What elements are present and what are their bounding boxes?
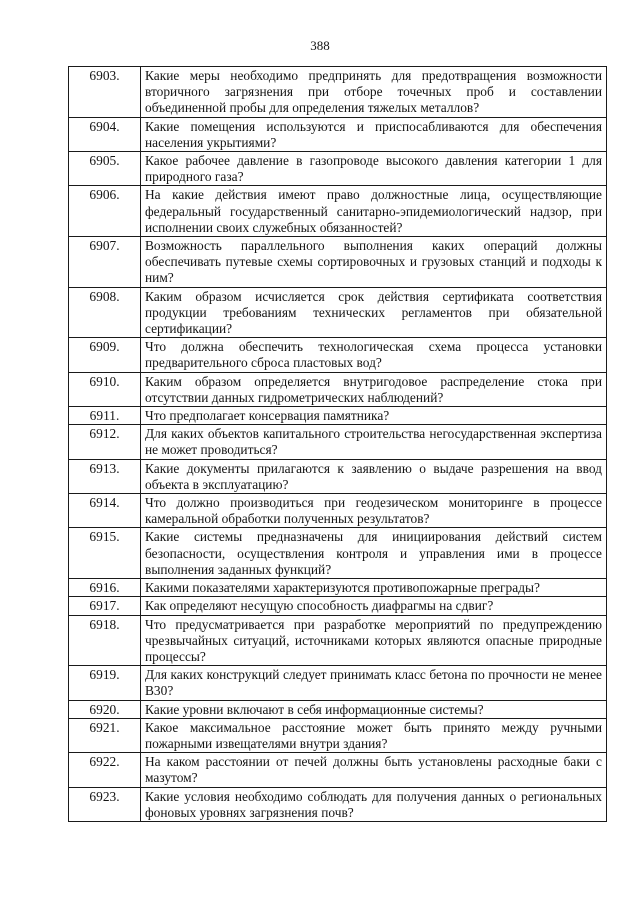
question-text: Какие условия необходимо соблюдать для получения данных о региональных фоновых уровнях загрязнения почв? xyxy=(141,787,607,821)
question-text: Какие меры необходимо предпринять для предотвращения возможности вторичного загрязнения при отборе точечных проб и составлении объединенной пробы для определения тяжелых металлов? xyxy=(141,67,607,118)
table-row xyxy=(69,186,607,237)
question-text: Как определяют несущую способность диафрагмы на сдвиг? xyxy=(141,597,607,615)
question-text: Для каких объектов капитального строительства негосударственная экспертиза не может проводиться? xyxy=(141,425,607,459)
table-row xyxy=(69,338,607,372)
question-text: Какое рабочее давление в газопроводе высокого давления категории 1 для природного газа? xyxy=(141,152,607,186)
question-text: Что предполагает консервация памятника? xyxy=(141,407,607,425)
question-number: 6915. xyxy=(69,528,141,579)
question-text: Какие системы предназначены для инициирования действий систем безопасности, осуществления контроля и управления ими в процессе выполнения заданных функций? xyxy=(141,528,607,579)
table-row xyxy=(69,459,607,493)
question-text: Каким образом исчисляется срок действия сертификата соответствия продукции требованиям технических регламентов при обязательной сертификации? xyxy=(141,287,607,338)
question-text: Каким образом определяется внутригодовое распределение стока при отсутствии данных гидрометрических наблюдений? xyxy=(141,372,607,406)
questions-table xyxy=(68,66,607,822)
question-number: 6920. xyxy=(69,700,141,718)
question-number: 6910. xyxy=(69,372,141,406)
table-row xyxy=(69,407,607,425)
table-row xyxy=(69,152,607,186)
table-row xyxy=(69,753,607,787)
table-row xyxy=(69,718,607,752)
question-number: 6906. xyxy=(69,186,141,237)
question-number: 6921. xyxy=(69,718,141,752)
table-row xyxy=(69,787,607,821)
question-text: Что предусматривается при разработке мероприятий по предупреждению чрезвычайных ситуаций, источниками которых являются опасные природные процессы? xyxy=(141,615,607,666)
question-text: Какими показателями характеризуются противопожарные преграды? xyxy=(141,579,607,597)
question-number: 6916. xyxy=(69,579,141,597)
question-number: 6905. xyxy=(69,152,141,186)
questions-table-body xyxy=(69,67,607,822)
table-row xyxy=(69,579,607,597)
question-number: 6912. xyxy=(69,425,141,459)
table-row xyxy=(69,425,607,459)
question-number: 6909. xyxy=(69,338,141,372)
question-number: 6904. xyxy=(69,117,141,151)
table-row xyxy=(69,700,607,718)
question-number: 6903. xyxy=(69,67,141,118)
table-row xyxy=(69,597,607,615)
question-number: 6911. xyxy=(69,407,141,425)
question-text: Какие уровни включают в себя информационные системы? xyxy=(141,700,607,718)
page-number: 388 xyxy=(310,38,330,53)
question-text: На каком расстоянии от печей должны быть установлены расходные баки с мазутом? xyxy=(141,753,607,787)
question-number: 6914. xyxy=(69,494,141,528)
table-row xyxy=(69,372,607,406)
question-text: Какое максимальное расстояние может быть принято между ручными пожарными извещателями внутри здания? xyxy=(141,718,607,752)
table-row xyxy=(69,287,607,338)
question-text: Что должно производиться при геодезическом мониторинге в процессе камеральной обработки полученных результатов? xyxy=(141,494,607,528)
question-number: 6923. xyxy=(69,787,141,821)
question-number: 6917. xyxy=(69,597,141,615)
question-number: 6919. xyxy=(69,666,141,700)
table-row xyxy=(69,67,607,118)
question-number: 6907. xyxy=(69,237,141,288)
question-number: 6913. xyxy=(69,459,141,493)
question-text: Для каких конструкций следует принимать класс бетона по прочности не менее В30? xyxy=(141,666,607,700)
table-row xyxy=(69,237,607,288)
table-row xyxy=(69,666,607,700)
question-number: 6918. xyxy=(69,615,141,666)
question-text: Какие помещения используются и приспосабливаются для обеспечения населения укрытиями? xyxy=(141,117,607,151)
table-row xyxy=(69,494,607,528)
question-number: 6908. xyxy=(69,287,141,338)
table-row xyxy=(69,117,607,151)
question-text: Какие документы прилагаются к заявлению о выдаче разрешения на ввод объекта в эксплуатацию? xyxy=(141,459,607,493)
question-text: На какие действия имеют право должностные лица, осуществляющие федеральный государственный санитарно-эпидемиологический надзор, при исполнении своих служебных обязанностей? xyxy=(141,186,607,237)
question-text: Возможность параллельного выполнения каких операций должны обеспечивать путевые схемы сортировочных и грузовых станций и подходы к ним? xyxy=(141,237,607,288)
table-row xyxy=(69,528,607,579)
question-text: Что должна обеспечить технологическая схема процесса установки предварительного сброса пластовых вод? xyxy=(141,338,607,372)
question-number: 6922. xyxy=(69,753,141,787)
table-row xyxy=(69,615,607,666)
